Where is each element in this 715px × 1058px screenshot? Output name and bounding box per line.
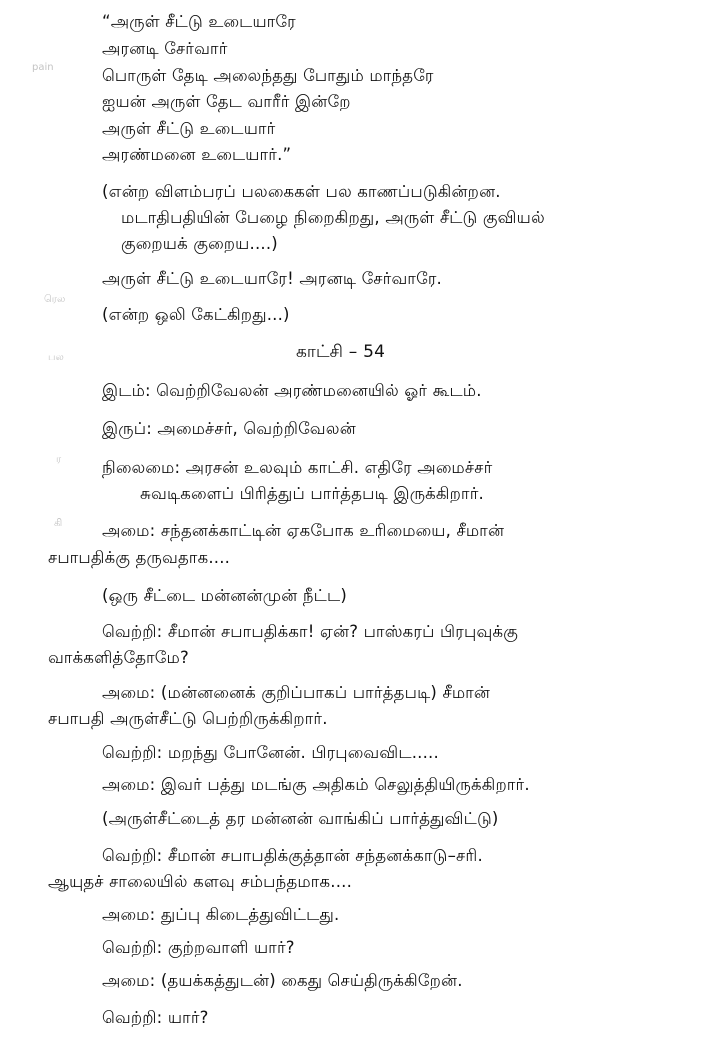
dialogue-line: அமை: துப்பு கிடைத்துவிட்டது.: [102, 905, 340, 924]
dialogue-line: அமை: இவர் பத்து மடங்கு அதிகம் செலுத்தியிருக்கிறார்.: [102, 775, 530, 794]
dialogue-line: வெற்றி: சீமான் சபாபதிக்குத்தான் சந்தனக்காடு–சரி.: [102, 846, 483, 865]
dialogue-line: ஆயுதச் சாலையில் களவு சம்பந்தமாக....: [48, 872, 353, 891]
call-line: அருள் சீட்டு உடையாரே! அரனடி சேர்வாரே.: [102, 269, 442, 288]
dialogue-line: அமை: சந்தனக்காட்டின் ஏகபோக உரிமையை, சீமான்: [102, 521, 505, 540]
place-line: இடம்: வெற்றிவேலன் அரண்மனையில் ஓர் கூடம்.: [102, 381, 482, 400]
stage-direction: (என்ற ஒலி கேட்கிறது...): [102, 305, 290, 324]
dialogue-line: வெற்றி: யார்?: [102, 1008, 209, 1027]
situation-line: நிலைமை: அரசன் உலவும் காட்சி. எதிரே அமைச்சர்: [102, 458, 493, 477]
situation-line: சுவடிகளைப் பிரித்துப் பார்த்தபடி இருக்கிறார்.: [140, 484, 484, 503]
margin-mark: கி: [54, 518, 63, 529]
margin-mark: பல: [48, 352, 64, 363]
verse-line: “அருள் சீட்டு உடையாரே: [102, 12, 296, 31]
stage-direction: (என்ற விளம்பரப் பலகைகள் பல காணப்படுகின்றன.: [102, 182, 501, 201]
verse-line: ஐயன் அருள் தேட வாரீர் இன்றே: [102, 92, 351, 111]
margin-mark: ரெல: [44, 294, 66, 305]
dialogue-line: அமை: (மன்னனைக் குறிப்பாகப் பார்த்தபடி) சீமான்: [102, 683, 491, 702]
dialogue-line: சபாபதிக்கு தருவதாக....: [48, 548, 231, 567]
stage-direction: (அருள்சீட்டைத் தர மன்னன் வாங்கிப் பார்த்துவிட்டு): [102, 809, 499, 828]
stage-direction: குறையக் குறைய....): [121, 234, 278, 253]
verse-line: அரனடி சேர்வார்: [102, 39, 228, 58]
dialogue-line: அமை: (தயக்கத்துடன்) கைது செய்திருக்கிறேன்.: [102, 971, 463, 990]
dialogue-line: சபாபதி அருள்சீட்டு பெற்றிருக்கிறார்.: [48, 709, 328, 728]
margin-mark: ர: [56, 454, 62, 465]
stage-direction: (ஒரு சீட்டை மன்னன்முன் நீட்ட): [102, 586, 347, 605]
margin-mark: pain: [32, 62, 54, 73]
scene-heading: காட்சி – 54: [296, 342, 386, 362]
stage-direction: மடாதிபதியின் பேழை நிறைகிறது, அருள் சீட்டு குவியல்: [121, 208, 545, 227]
present-line: இருப்: அமைச்சர், வெற்றிவேலன்: [102, 419, 356, 438]
dialogue-line: வெற்றி: சீமான் சபாபதிக்கா! ஏன்? பாஸ்கரப் பிரபுவுக்கு: [102, 622, 518, 641]
verse-line: அருள் சீட்டு உடையார்: [102, 119, 276, 138]
verse-line: பொருள் தேடி அலைந்தது போதும் மாந்தரே: [102, 66, 434, 85]
dialogue-line: வாக்களித்தோமே?: [48, 648, 189, 667]
dialogue-line: வெற்றி: மறந்து போனேன். பிரபுவைவிட.....: [102, 743, 439, 762]
dialogue-line: வெற்றி: குற்றவாளி யார்?: [102, 938, 295, 957]
verse-line: அரண்மனை உடையார்.”: [102, 145, 292, 164]
